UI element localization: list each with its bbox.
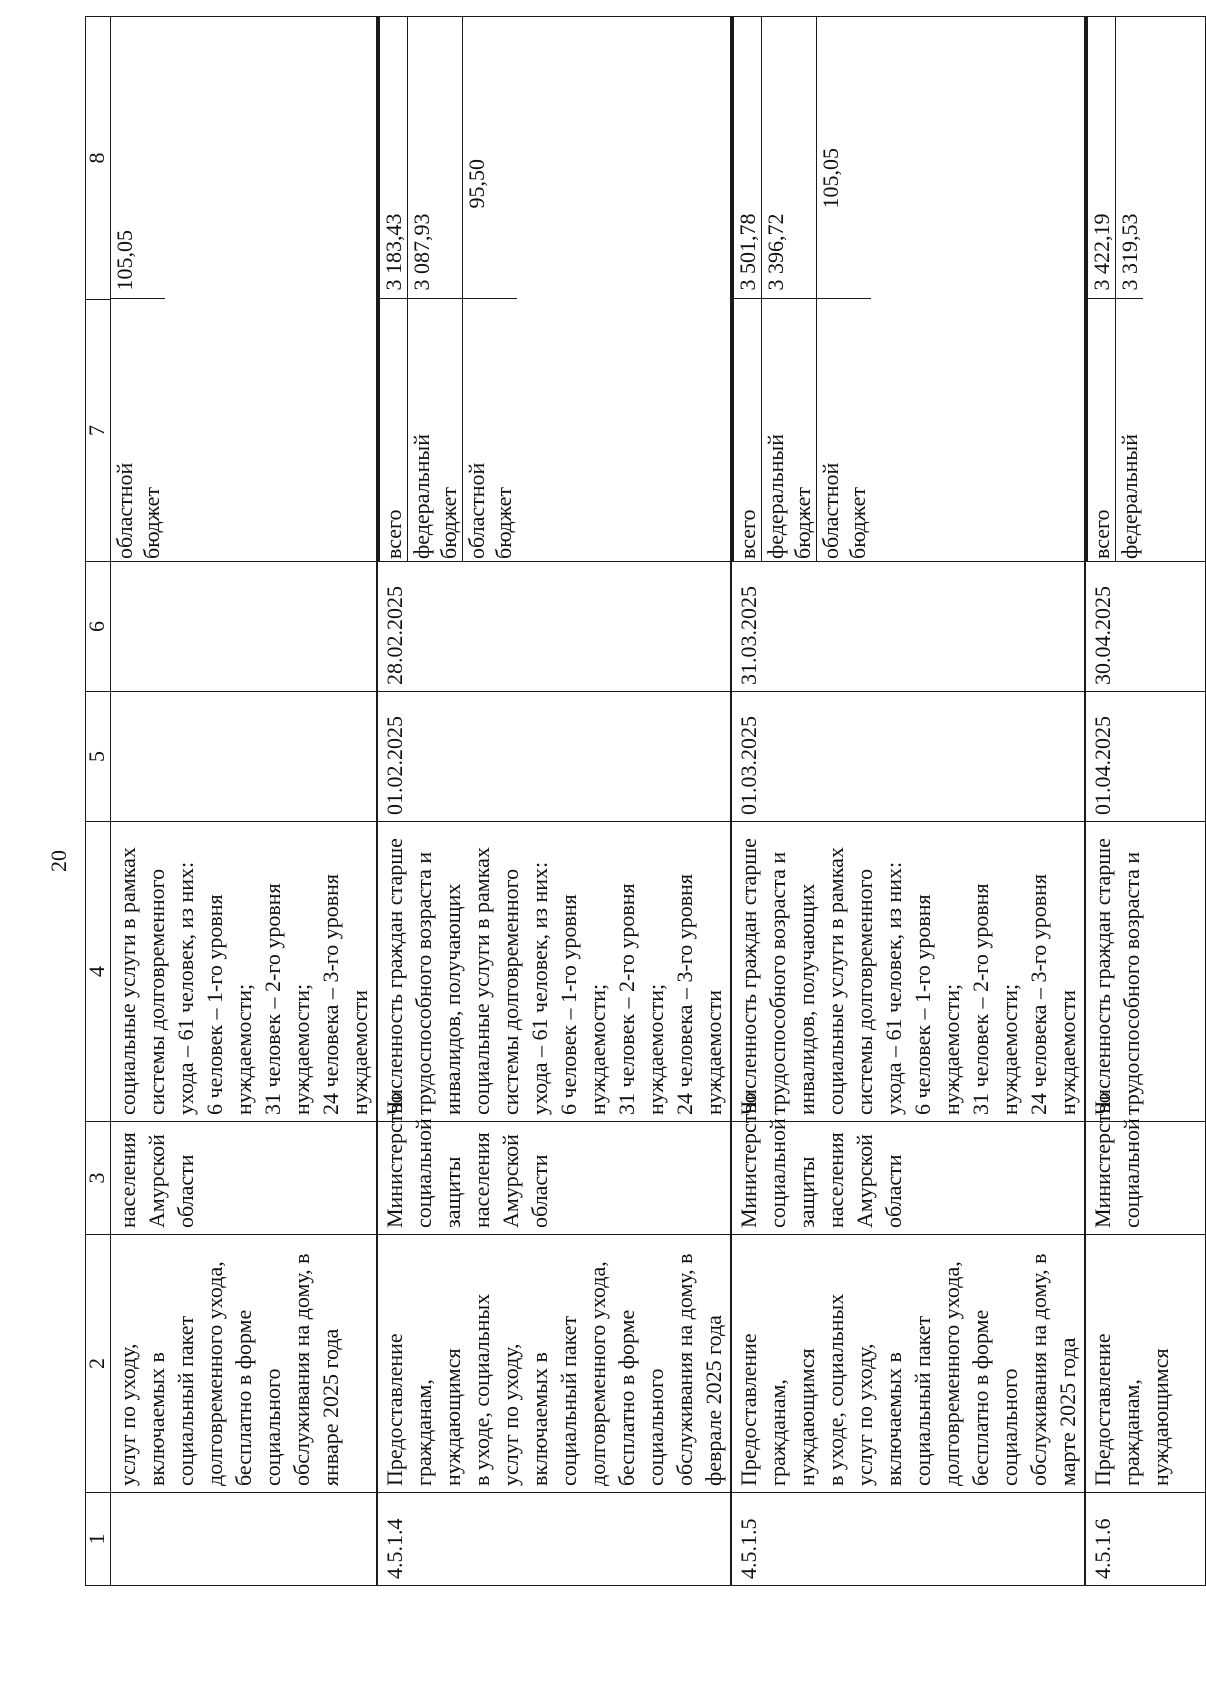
funding-amount: 3 422,19 xyxy=(1087,16,1116,299)
funding-line xyxy=(733,16,762,561)
funding-cell xyxy=(1085,17,1205,562)
activity-name: Предоставление гражданам, нуждающимся в уходе, социальных услуг по уходу, включаемых в социальный пакет долговременного ухода, бесплатно в форме социального обслуживания на дому, в марте 2025 года xyxy=(731,1235,1085,1493)
activity-name: Предоставление гражданам, нуждающимся в уходе, социальных услуг по уходу, включаемых в социальный пакет долговременного ухода, бесплатно в форме социального обслуживания на дому, в феврале 2025 года xyxy=(377,1235,731,1493)
funding-amount: 3 396,72 xyxy=(762,16,817,299)
indicator: Численность граждан старше трудоспособного возраста и xyxy=(1085,822,1205,1122)
funding-source: всего xyxy=(379,299,408,561)
col-header: 7 xyxy=(86,300,111,562)
table-row xyxy=(731,17,1085,1586)
activity-name: Предоставление гражданам, нуждающимся xyxy=(1085,1235,1205,1493)
funding-source: всего xyxy=(1087,299,1116,561)
funding-source: областной бюджет xyxy=(817,299,872,561)
funding-cell xyxy=(111,17,378,562)
funding-source: областной бюджет xyxy=(463,299,518,561)
funding-line xyxy=(1087,16,1116,561)
funding-source: федеральный xyxy=(1116,299,1144,561)
col-header: 4 xyxy=(86,822,111,1122)
executor: населения Амурской области xyxy=(111,1122,378,1235)
funding-source: федеральный бюджет xyxy=(762,299,817,561)
rotated-table-area xyxy=(84,17,1173,1586)
col-header: 8 xyxy=(86,17,111,300)
funding-amount: 3 319,53 xyxy=(1116,16,1144,299)
funding-amount: 3 183,43 xyxy=(379,16,408,299)
funding-line xyxy=(762,16,817,561)
program-activities-table xyxy=(85,16,1206,1586)
funding-cell xyxy=(731,17,1085,562)
activity-name: услуг по уходу, включаемых в социальный пакет долговременного ухода, бесплатно в форме социального обслуживания на дому, в январе 2025 года xyxy=(111,1235,378,1493)
start-date: 01.02.2025 xyxy=(377,692,731,822)
funding-amount: 105,05 xyxy=(817,16,872,299)
funding-cell xyxy=(377,17,731,562)
col-header: 5 xyxy=(86,692,111,822)
funding-table xyxy=(111,16,165,561)
executor: Министерство социальной xyxy=(1085,1122,1205,1235)
page-number: 20 xyxy=(46,850,71,872)
funding-amount: 3 501,78 xyxy=(733,16,762,299)
funding-line xyxy=(463,16,518,561)
table-row xyxy=(377,17,731,1586)
funding-source: всего xyxy=(733,299,762,561)
end-date xyxy=(111,562,378,692)
indicator: социальные услуги в рамках системы долговременного ухода – 61 человек, из них: 6 человек – 1-го уровня нуждаемости; 31 человек – 2-го уровня нуждаемости; 24 человека – 3-го уровня нуждаемости xyxy=(111,822,378,1122)
col-header: 2 xyxy=(86,1235,111,1493)
col-header: 6 xyxy=(86,562,111,692)
column-number-row xyxy=(86,17,111,1586)
start-date: 01.03.2025 xyxy=(731,692,1085,822)
start-date xyxy=(111,692,378,822)
funding-source: федеральный бюджет xyxy=(408,299,463,561)
col-header: 3 xyxy=(86,1122,111,1235)
end-date: 28.02.2025 xyxy=(377,562,731,692)
funding-table xyxy=(378,16,517,561)
funding-line xyxy=(379,16,408,561)
funding-table xyxy=(732,16,871,561)
row-number: 4.5.1.5 xyxy=(731,1493,1085,1586)
funding-line xyxy=(111,16,165,561)
executor: Министерство социальной защиты населения Амурской области xyxy=(377,1122,731,1235)
funding-amount: 95,50 xyxy=(463,16,518,299)
funding-amount: 105,05 xyxy=(111,16,165,299)
row-number xyxy=(111,1493,378,1586)
end-date: 30.04.2025 xyxy=(1085,562,1205,692)
col-header: 1 xyxy=(86,1493,111,1586)
funding-line xyxy=(1116,16,1144,561)
indicator: Численность граждан старше трудоспособного возраста и инвалидов, получающих социальные услуги в рамках системы долговременного ухода – 61 человек, из них: 6 человек – 1-го уровня нуждаемости; 31 человек – 2-го уровня нуждаемости; 24 человека – 3-го уровня нуждаемости xyxy=(731,822,1085,1122)
end-date: 31.03.2025 xyxy=(731,562,1085,692)
table-row xyxy=(111,17,378,1586)
table-row xyxy=(1085,17,1205,1586)
executor: Министерство социальной защиты населения Амурской области xyxy=(731,1122,1085,1235)
indicator: Численность граждан старше трудоспособного возраста и инвалидов, получающих социальные услуги в рамках системы долговременного ухода – 61 человек, из них: 6 человек – 1-го уровня нуждаемости; 31 человек – 2-го уровня нуждаемости; 24 человека – 3-го уровня нуждаемости xyxy=(377,822,731,1122)
funding-line xyxy=(817,16,872,561)
start-date: 01.04.2025 xyxy=(1085,692,1205,822)
funding-table xyxy=(1086,16,1143,561)
row-number: 4.5.1.4 xyxy=(377,1493,731,1586)
row-number: 4.5.1.6 xyxy=(1085,1493,1205,1586)
funding-amount: 3 087,93 xyxy=(408,16,463,299)
funding-line xyxy=(408,16,463,561)
funding-source: областной бюджет xyxy=(112,462,164,559)
